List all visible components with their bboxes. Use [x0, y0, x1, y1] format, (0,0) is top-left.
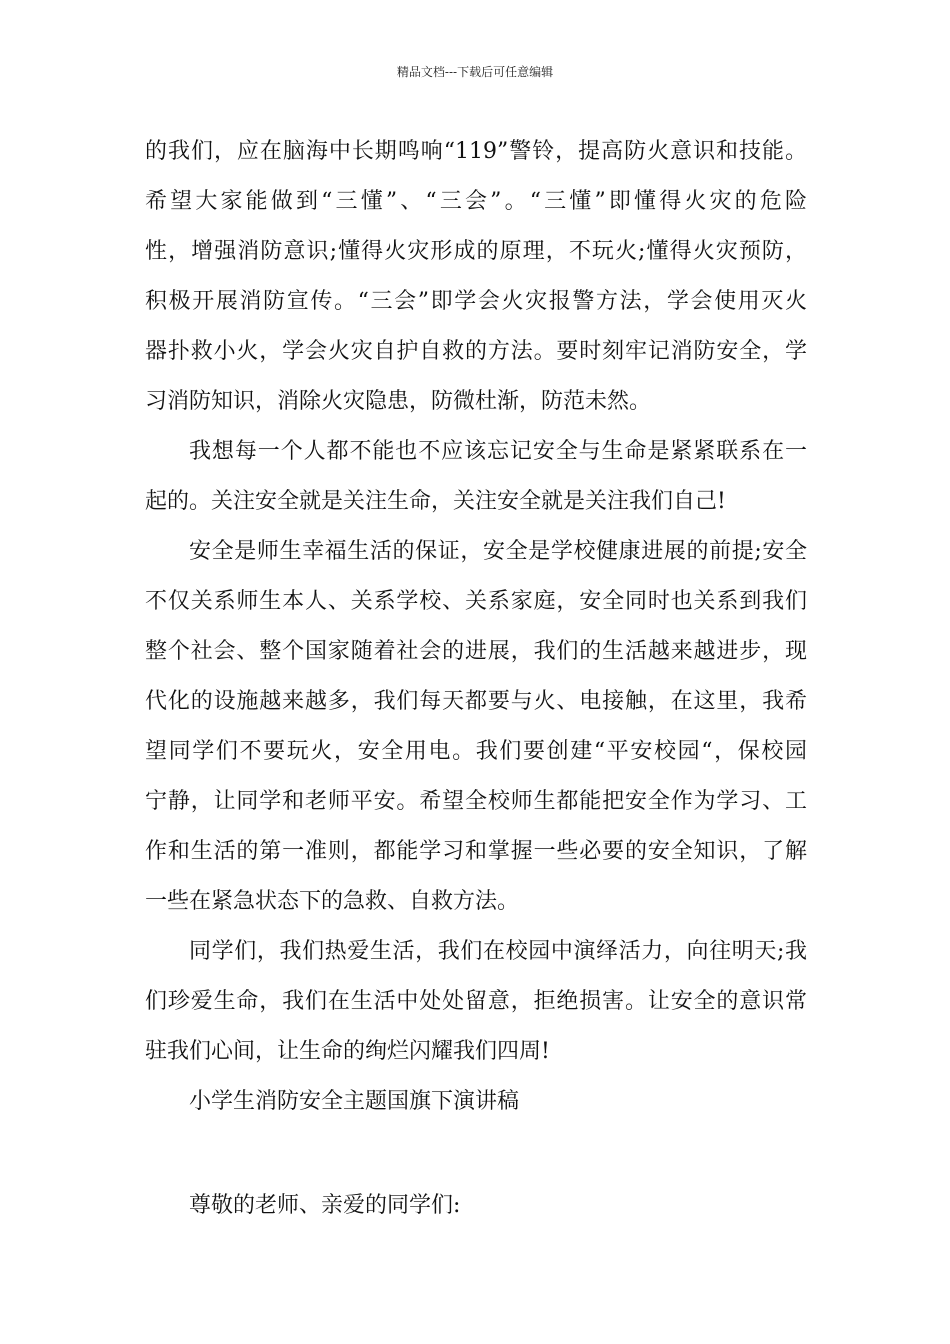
paragraph	[145, 127, 807, 427]
text-line: 性，增强消防意识;懂得火灾形成的原理，不玩火;懂得火灾预防，	[145, 239, 807, 264]
text-line: 积极开展消防宣传。“三会”即学会火灾报警方法，学会使用灭火	[145, 289, 807, 314]
text-line: 希望大家能做到“三懂”、“三会”。“三懂”即懂得火灾的危险	[145, 189, 807, 214]
text-line: 代化的设施越来越多，我们每天都要与火、电接触，在这里，我希	[145, 689, 807, 714]
paragraph	[145, 427, 807, 527]
text-line: 习消防知识，消除火灾隐患，防微杜渐，防范未然。	[145, 389, 652, 414]
text-line: 驻我们心间，让生命的绚烂闪耀我们四周!	[145, 1039, 550, 1064]
text-line: 整个社会、整个国家随着社会的进展，我们的生活越来越进步，现	[145, 639, 807, 664]
text-line: 一些在紧急状态下的急救、自救方法。	[145, 889, 520, 914]
text-line: 的我们，应在脑海中长期鸣响“119”警铃，提高防火意识和技能。	[145, 139, 807, 164]
text-line: 们珍爱生命，我们在生活中处处留意，拒绝损害。让安全的意识常	[145, 989, 807, 1014]
paragraph	[145, 527, 807, 927]
greeting: 尊敬的老师、亲爱的同学们:	[189, 1193, 461, 1218]
page-header: 精品文档---下载后可任意编辑	[396, 65, 554, 79]
text-line: 我想每一个人都不能也不应该忘记安全与生命是紧紧联系在一	[189, 439, 807, 464]
text-line: 宁静，让同学和老师平安。希望全校师生都能把安全作为学习、工	[145, 789, 807, 814]
text-line: 不仅关系师生本人、关系学校、关系家庭，安全同时也关系到我们	[145, 589, 807, 614]
text-line: 望同学们不要玩火，安全用电。我们要创建“平安校园“，保校园	[145, 739, 807, 764]
paragraph	[145, 927, 807, 1077]
text-line: 起的。关注安全就是关注生命，关注安全就是关注我们自己!	[145, 489, 726, 514]
speech-title: 小学生消防安全主题国旗下演讲稿	[189, 1089, 520, 1114]
text-line: 同学们，我们热爱生活，我们在校园中演绎活力，向往明天;我	[189, 939, 807, 964]
text-line: 作和生活的第一准则，都能学习和掌握一些必要的安全知识，了解	[145, 839, 807, 864]
text-line: 器扑救小火，学会火灾自护自救的方法。要时刻牢记消防安全，学	[145, 339, 807, 364]
blank-space	[145, 1127, 807, 1181]
document-body	[145, 127, 807, 1231]
text-line: 安全是师生幸福生活的保证，安全是学校健康进展的前提;安全	[189, 539, 807, 564]
